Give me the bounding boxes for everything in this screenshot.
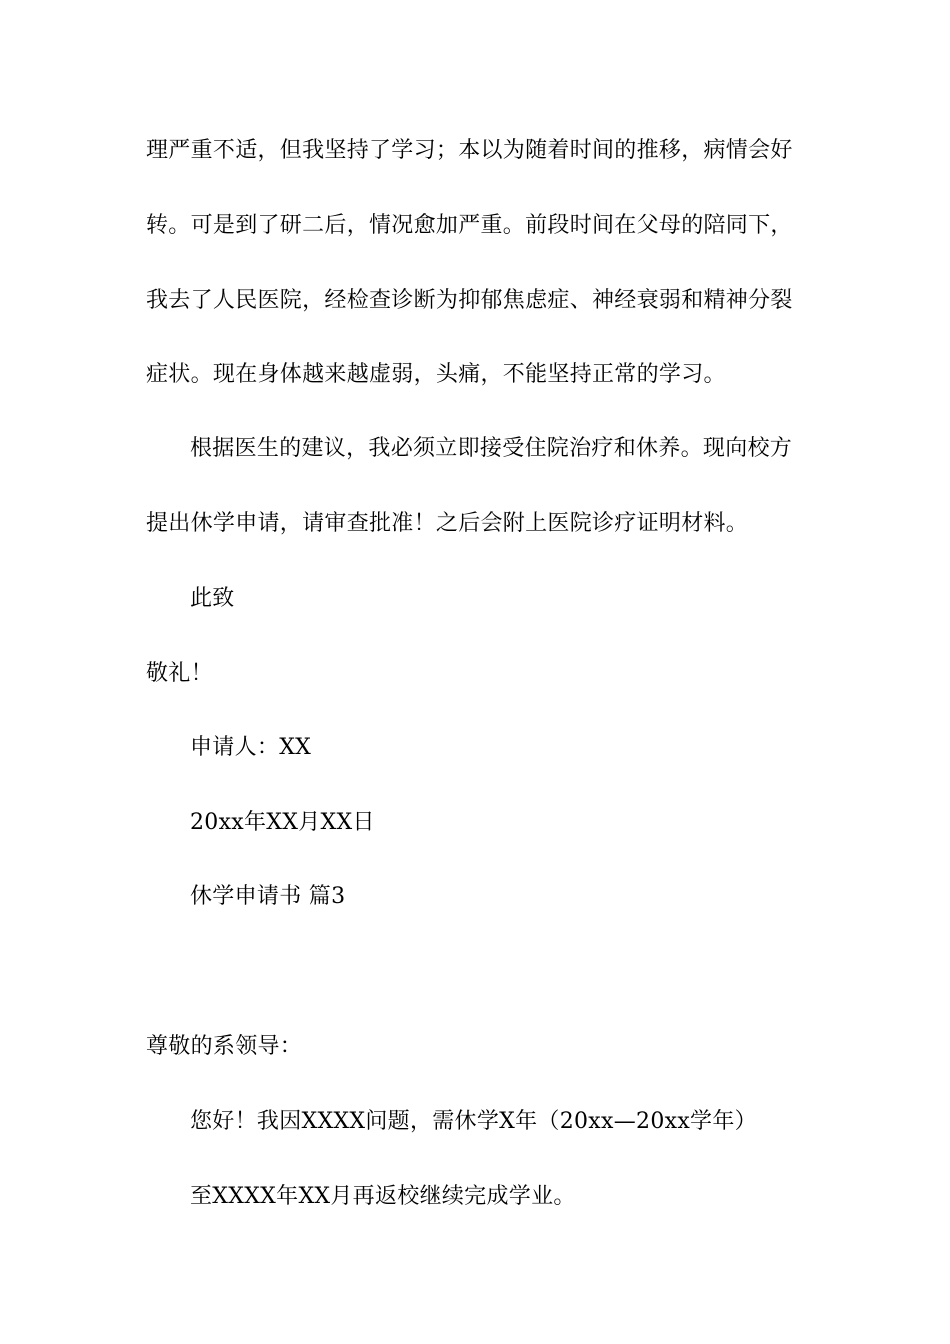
greeting-line: 尊敬的系领导： [146, 1034, 303, 1059]
paragraph-line: 提出休学申请，请审查批准！之后会附上医院诊疗证明材料。 [146, 511, 749, 536]
paragraph-line: 根据医生的建议，我必须立即接受住院治疗和休养。现向校方 [190, 436, 793, 461]
paragraph-line: 症状。现在身体越来越虚弱，头痛，不能坚持正常的学习。 [146, 362, 726, 387]
paragraph-line: 您好！我因XXXX问题，需休学X年（20xx—20xx学年） [190, 1109, 757, 1134]
closing-salutation: 此致 [190, 586, 235, 611]
paragraph-line: 转。可是到了研二后，情况愈加严重。前段时间在父母的陪同下， [146, 213, 793, 238]
paragraph-line: 我去了人民医院，经检查诊断为抑郁焦虑症、神经衰弱和精神分裂 [146, 288, 793, 313]
section-title: 休学申请书 篇3 [190, 884, 346, 909]
applicant-line: 申请人：XX [190, 735, 312, 760]
date-line: 20xx年XX月XX日 [190, 810, 375, 835]
paragraph-line: 理严重不适，但我坚持了学习；本以为随着时间的推移，病情会好 [146, 138, 793, 163]
paragraph-line: 至XXXX年XX月再返校继续完成学业。 [190, 1184, 576, 1209]
closing-respect: 敬礼！ [146, 661, 213, 686]
